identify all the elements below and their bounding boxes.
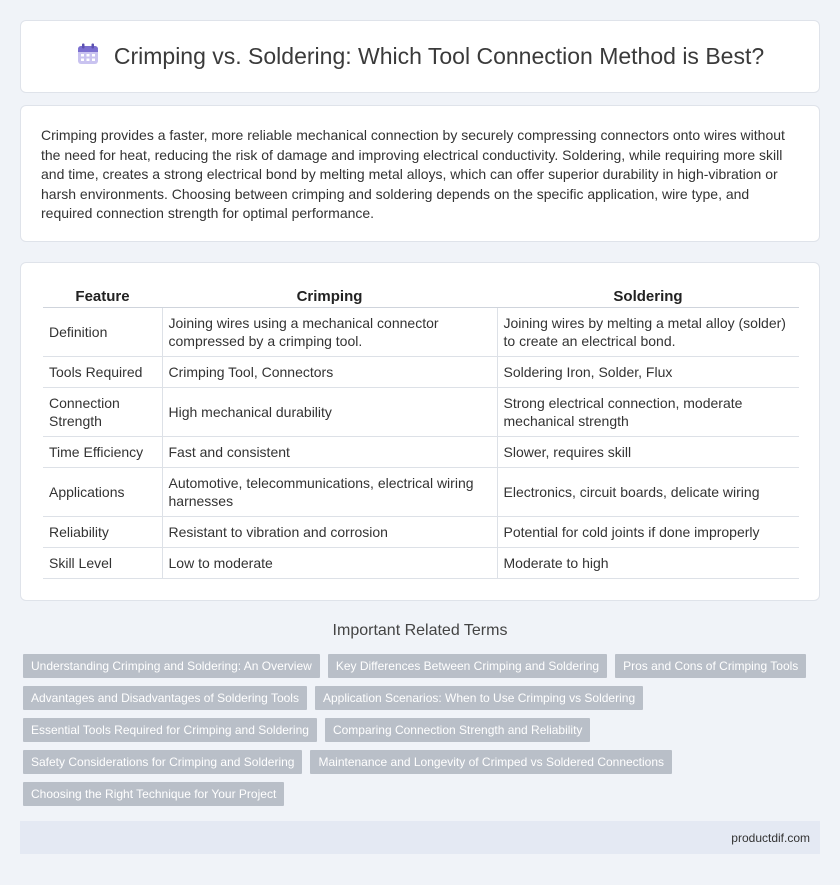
site-name: productdif.com [731, 830, 810, 845]
table-row [43, 548, 799, 579]
table-row [43, 517, 799, 548]
related-term-tag[interactable]: Choosing the Right Technique for Your Project [23, 782, 284, 806]
table-row [43, 308, 799, 357]
related-term-tag[interactable]: Pros and Cons of Crimping Tools [615, 654, 806, 678]
intro-card [20, 105, 820, 242]
feature-cell: Connection Strength [43, 388, 162, 437]
table-row [43, 468, 799, 517]
crimping-cell: High mechanical durability [162, 388, 497, 437]
calendar-icon [76, 42, 100, 71]
page-title: Crimping vs. Soldering: Which Tool Connection Method is Best? [113, 43, 765, 69]
feature-cell: Applications [43, 468, 162, 517]
table-row [43, 437, 799, 468]
soldering-cell: Joining wires by melting a metal alloy (solder) to create an electrical bond. [497, 308, 799, 357]
feature-cell: Skill Level [43, 548, 162, 579]
related-term-tag[interactable]: Comparing Connection Strength and Reliability [325, 718, 590, 742]
soldering-cell: Strong electrical connection, moderate mechanical strength [497, 388, 799, 437]
soldering-cell: Electronics, circuit boards, delicate wiring [497, 468, 799, 517]
table-row [43, 357, 799, 388]
comparison-table [43, 285, 799, 579]
crimping-cell: Low to moderate [162, 548, 497, 579]
related-term-tag[interactable]: Key Differences Between Crimping and Soldering [328, 654, 607, 678]
crimping-cell: Resistant to vibration and corrosion [162, 517, 497, 548]
header-feature: Feature [43, 285, 162, 308]
soldering-cell: Slower, requires skill [497, 437, 799, 468]
related-term-tag[interactable]: Safety Considerations for Crimping and Soldering [23, 750, 302, 774]
related-terms-title: Important Related Terms [332, 622, 508, 639]
comparison-card [20, 262, 820, 601]
related-term-tag[interactable]: Advantages and Disadvantages of Soldering Tools [23, 686, 307, 710]
related-term-tag[interactable]: Essential Tools Required for Crimping and Soldering [23, 718, 317, 742]
soldering-cell: Soldering Iron, Solder, Flux [497, 357, 799, 388]
crimping-cell: Crimping Tool, Connectors [162, 357, 497, 388]
intro-text: Crimping provides a faster, more reliable mechanical connection by securely compressing connectors onto wires without the need for heat, reducing the risk of damage and improving electrical conductivity. Soldering, while requiring more skill and time, creates a strong electrical bond by melting metal alloys, which can offer superior durability in high-vibration or harsh environments. Choosing between crimping and soldering depends on the specific application, wire type, and required connection strength for optimal performance. [41, 127, 785, 221]
related-terms-list [23, 654, 813, 806]
header-soldering: Soldering [497, 285, 799, 308]
table-row [43, 388, 799, 437]
related-term-tag[interactable]: Maintenance and Longevity of Crimped vs Soldered Connections [310, 750, 672, 774]
crimping-cell: Automotive, telecommunications, electrical wiring harnesses [162, 468, 497, 517]
table-header-row [43, 285, 799, 308]
related-term-tag[interactable]: Understanding Crimping and Soldering: An Overview [23, 654, 320, 678]
header-card [20, 20, 820, 93]
feature-cell: Reliability [43, 517, 162, 548]
feature-cell: Definition [43, 308, 162, 357]
crimping-cell: Fast and consistent [162, 437, 497, 468]
soldering-cell: Moderate to high [497, 548, 799, 579]
related-term-tag[interactable]: Application Scenarios: When to Use Crimping vs Soldering [315, 686, 643, 710]
feature-cell: Tools Required [43, 357, 162, 388]
feature-cell: Time Efficiency [43, 437, 162, 468]
crimping-cell: Joining wires using a mechanical connector compressed by a crimping tool. [162, 308, 497, 357]
soldering-cell: Potential for cold joints if done improperly [497, 517, 799, 548]
header-crimping: Crimping [162, 285, 497, 308]
footer [20, 821, 820, 854]
